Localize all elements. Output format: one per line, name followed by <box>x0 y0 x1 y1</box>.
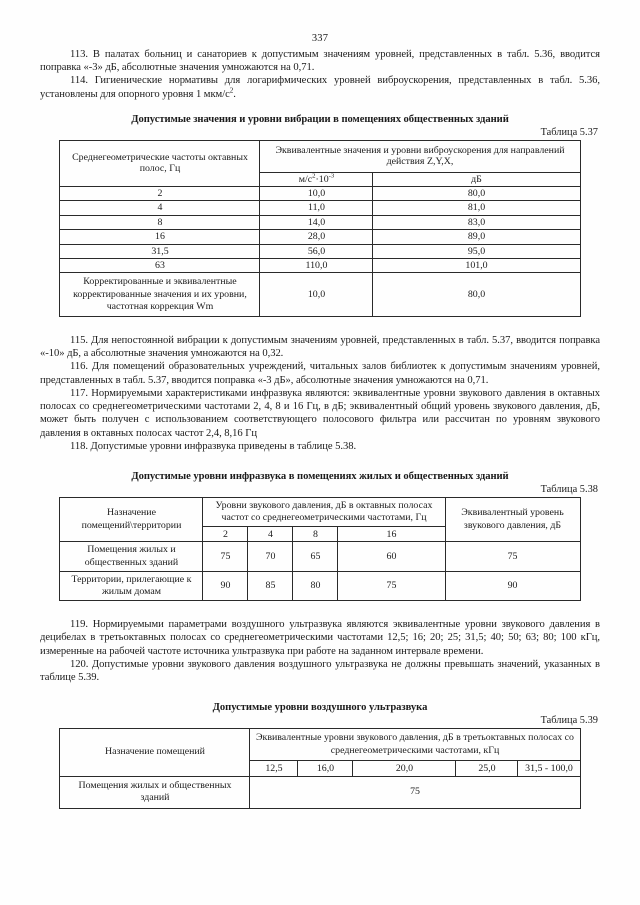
table-538-header-row-1 <box>60 497 580 526</box>
cell-value: 65 <box>293 542 338 571</box>
cell-accel: 10,0 <box>260 187 373 201</box>
cell-value: 75 <box>250 776 580 808</box>
paragraph-118: 118. Допустимые уровни инфразвука приведены в таблице 5.38. <box>70 440 357 452</box>
table-538-header-freq: 2 <box>203 527 248 542</box>
cell-db: 81,0 <box>373 201 580 215</box>
paragraph-114-text: 114. Гигиенические нормативы для логарифмических уровней виброускорения, представленных в табл. 5.36, установлены для опорного уровня 1 мкм/с <box>40 75 600 100</box>
cell-name: Помещения жилых и общественных зданий <box>60 542 203 571</box>
page-content <box>40 32 600 809</box>
paragraph-113: 113. В палатах больниц и санаториев к допустимым значениям уровней, представленных в табл. 5.36, вводится поправка «-3» дБ, абсолютные значения умножаются на 0,71. <box>40 49 600 74</box>
table-537-header-row-1 <box>60 140 580 172</box>
cell-value: 75 <box>338 571 445 600</box>
table-538-caption: Таблица 5.38 <box>540 483 598 495</box>
cell-db: 80,0 <box>373 187 580 201</box>
cell-db: 101,0 <box>373 259 580 273</box>
table-537-header-unit-db: дБ <box>373 172 580 186</box>
table-539-header-freq: 20,0 <box>353 760 456 776</box>
table-539-header-freq: 12,5 <box>250 760 298 776</box>
cell-value: 70 <box>248 542 293 571</box>
cell-accel: 56,0 <box>260 244 373 258</box>
paragraph-115: 115. Для непостоянной вибрации к допустимым значениям уровней, представленных в табл. 5.37, вводится поправка «-10» дБ, а абсолютные значения умножаются на 0,32. <box>40 335 600 360</box>
cell-value: 60 <box>338 542 445 571</box>
table-539-header-freq: 16,0 <box>298 760 353 776</box>
table-row <box>60 776 580 808</box>
table-538-header-freq: 8 <box>293 527 338 542</box>
table-537-header-freq: Среднегеометрические частоты октавных полос, Гц <box>60 140 260 186</box>
table-537-summary-row <box>60 273 580 317</box>
table-row <box>60 259 580 273</box>
cell-db: 89,0 <box>373 230 580 244</box>
cell-freq: 63 <box>60 259 260 273</box>
table-538-header-equivalent: Эквивалентный уровень звукового давления, дБ <box>445 497 580 541</box>
table-538-header-group: Уровни звукового давления, дБ в октавных полосах частот со среднегеометрическими частотами, Гц <box>203 497 445 526</box>
paragraph-120: 120. Допустимые уровни звукового давления воздушного ультразвука не должны превышать значений, указанных в таблице 5.39. <box>40 658 600 683</box>
cell-value: 90 <box>203 571 248 600</box>
cell-name: Помещения жилых и общественных зданий <box>60 776 250 808</box>
cell-value: 75 <box>203 542 248 571</box>
table-row <box>60 542 580 571</box>
table-537-header-group: Эквивалентные значения и уровни виброускорения для направлений действия Z,Y,X, <box>260 140 580 172</box>
table-539-header-name: Назначение помещений <box>60 729 250 777</box>
table-538-header-name: Назначение помещений\территории <box>60 497 203 541</box>
table-row <box>60 201 580 215</box>
table-538-header-freq: 4 <box>248 527 293 542</box>
cell-freq: 31,5 <box>60 244 260 258</box>
cell-db: 83,0 <box>373 215 580 229</box>
cell-equivalent: 75 <box>445 542 580 571</box>
table-539-title: Допустимые уровни воздушного ультразвука <box>212 702 428 714</box>
unit-accel-sup2: -3 <box>328 172 335 180</box>
table-row <box>60 215 580 229</box>
unit-accel-base: м/с <box>298 173 313 185</box>
table-row <box>60 187 580 201</box>
paragraph-114-tail: . <box>233 88 236 100</box>
table-row <box>60 230 580 244</box>
unit-accel-mid: ·10 <box>315 173 329 185</box>
cell-accel: 28,0 <box>260 230 373 244</box>
cell-freq: 16 <box>60 230 260 244</box>
table-539-header-freq: 31,5 - 100,0 <box>518 760 580 776</box>
table-539 <box>59 728 580 809</box>
cell-value: 80 <box>293 571 338 600</box>
cell-db: 95,0 <box>373 244 580 258</box>
table-538-header-freq: 16 <box>338 527 445 542</box>
cell-accel: 14,0 <box>260 215 373 229</box>
cell-freq: 2 <box>60 187 260 201</box>
table-538-title: Допустимые уровни инфразвука в помещениях жилых и общественных зданий <box>131 470 509 482</box>
table-539-header-freq: 25,0 <box>456 760 518 776</box>
paragraph-114 <box>40 74 600 100</box>
table-538 <box>59 497 580 601</box>
paragraph-119: 119. Нормируемыми параметрами воздушного ультразвука являются эквивалентные уровни звукового давления в децибелах в третьоктавных полосах со среднегеометрическими частотами 12,5; 16; 20; 25; 31,5; 40; 50; 63; 80; 100 кГц, измеренные на рабочей частоте источника ультразвука при работе на заданном интервале времени. <box>40 619 600 657</box>
cell-freq: 8 <box>60 215 260 229</box>
paragraph-114-superscript: 2 <box>229 86 234 95</box>
cell-accel: 11,0 <box>260 201 373 215</box>
paragraph-117: 117. Нормируемыми характеристиками инфразвука являются: эквивалентные уровни звукового давления в октавных полосах со среднегеометрическими частотами 2, 4, 8 и 16 Гц, в дБ; эквивалентный общий уровень звукового давления, дБ, может быть получен с использованием соответствующего полосового фильтра или рассчитан по уровням звукового давления в октавных полосах частот 2,4, 8,16 Гц <box>40 387 600 439</box>
table-row <box>60 571 580 600</box>
table-539-header-group: Эквивалентные уровни звукового давления, дБ в третьоктавных полосах со среднегеометрическими частотами, кГц <box>250 729 580 761</box>
table-537-title: Допустимые значения и уровни вибрации в помещениях общественных зданий <box>131 113 509 125</box>
cell-equivalent: 90 <box>445 571 580 600</box>
cell-value: 85 <box>248 571 293 600</box>
cell-name: Территории, прилегающие к жилым домам <box>60 571 203 600</box>
page-number: 337 <box>311 33 329 44</box>
cell-summary-label: Корректированные и эквивалентные корректированные значения и их уровни, частотная коррекция Wm <box>60 273 260 317</box>
cell-accel: 110,0 <box>260 259 373 273</box>
table-537-header-unit-accel <box>260 172 373 186</box>
table-539-caption: Таблица 5.39 <box>540 715 598 727</box>
table-537-caption: Таблица 5.37 <box>540 126 598 138</box>
cell-freq: 4 <box>60 201 260 215</box>
cell-summary-db: 80,0 <box>373 273 580 317</box>
table-row <box>60 244 580 258</box>
cell-summary-accel: 10,0 <box>260 273 373 317</box>
table-537 <box>59 140 580 317</box>
unit-accel-sup1: 2 <box>312 172 316 180</box>
table-539-header-row-1 <box>60 729 580 761</box>
paragraph-116: 116. Для помещений образовательных учреждений, читальных залов библиотек к допустимым значениям уровней, представленных в табл. 5.37, вводится поправка «-3 дБ», абсолютные значения умножаются на 0,71. <box>40 361 600 386</box>
